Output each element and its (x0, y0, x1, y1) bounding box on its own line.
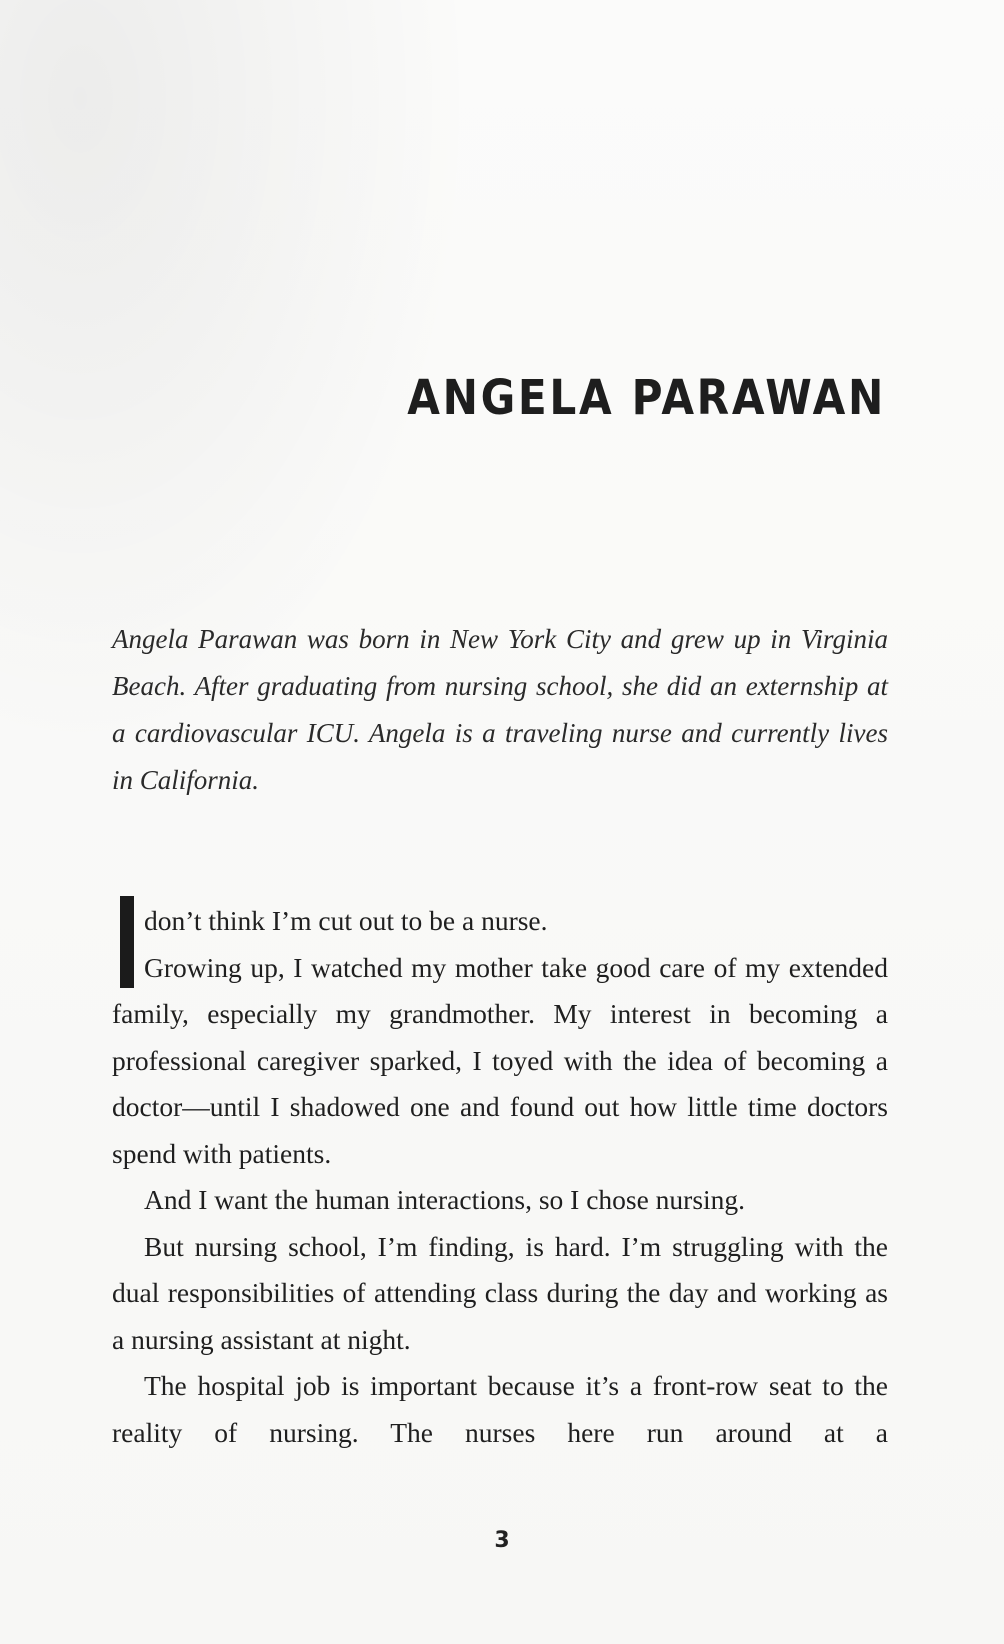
paragraph-3: And I want the human interactions, so I chose nursing. (144, 1184, 746, 1215)
paragraph-2: Growing up, I watched my mother take good care of my extended family, especially my grandmother. My interest in becoming a professional caregiver sparked, I toyed with the idea of becoming a doctor—until I shadowed one and found out how little time doctors spend with patients. (112, 951, 888, 1169)
page-number: 3 (494, 1528, 510, 1553)
chapter-body (112, 898, 888, 1456)
paragraph-1: don’t think I’m cut out to be a nurse. (144, 905, 548, 936)
chapter-title: ANGELA PARAWAN (407, 370, 886, 426)
paragraph-4: But nursing school, I’m finding, is hard. I’m struggling with the dual responsibilities of attending class during the day and working as a nursing assistant at night. (112, 1230, 888, 1355)
author-bio: Angela Parawan was born in New York City and grew up in Virginia Beach. After graduating from nursing school, she did an externship at a cardiovascular ICU. Angela is a traveling nurse and currently lives in California. (112, 624, 888, 795)
paragraph-5: The hospital job is important because it’s a front-row seat to the reality of nursing. The nurses here run around at a (112, 1370, 888, 1448)
